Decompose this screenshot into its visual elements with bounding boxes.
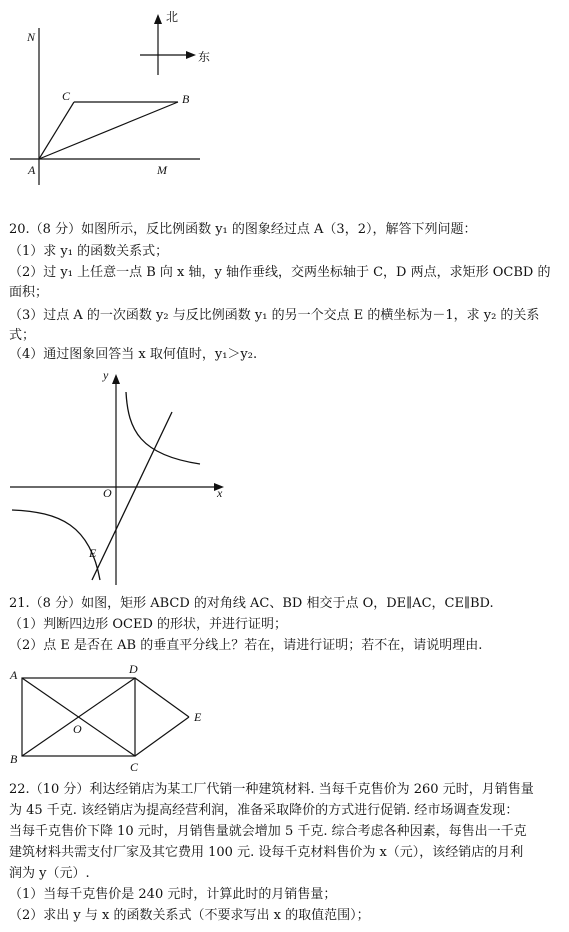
q22-line-5: 润为 y（元）. [9, 866, 90, 881]
q22-part1: （1）当每千克售价是 240 元时，计算此时的月销售量； [9, 887, 337, 902]
graph-label-e: E [89, 546, 97, 560]
q20-part3: （3）过点 A 的一次函数 y₂ 与反比例函数 y₁ 的另一个交点 E 的横坐标为－1，求 y₂ 的关系式； [9, 308, 540, 343]
segment-ce [135, 717, 189, 756]
label-a: A [28, 163, 36, 177]
q22-line-3: 当每千克售价下降 10 元时，月销售量就会增加 5 千克. 综合考虑各种因素，每售出一千克 [9, 824, 527, 839]
compass-east-label: 东 [198, 50, 211, 64]
label-c: C [62, 89, 71, 103]
rect-label-o: O [73, 722, 82, 736]
label-n: N [27, 30, 36, 44]
q20-part2-cont: 面积； [9, 285, 49, 300]
segment-de [135, 678, 189, 717]
q21-part1: （1）判断四边形 OCED 的形状，并进行证明； [9, 617, 288, 632]
q20-part4: （4）通过图象回答当 x 取何值时，y₁＞y₂. [9, 347, 258, 362]
graph-label-o: O [103, 486, 112, 500]
rect-label-d: D [129, 662, 138, 676]
compass-north-label: 北 [166, 10, 179, 24]
q20-header: 20.（8 分）如图所示，反比例函数 y₁ 的图象经过点 A（3，2），解答下列问题： [9, 222, 477, 237]
q22-line-4: 建筑材料共需支付厂家及其它费用 100 元. 设每千克材料售价为 x（元），该经销店的月利 [9, 845, 524, 860]
q22-line-2: 为 45 千克. 该经销店为提高经营利润，准备采取降价的方式进行促销. 经市场调查发现： [9, 803, 519, 818]
graph-label-x: x [217, 486, 223, 500]
label-b: B [182, 92, 190, 106]
rect-label-b: B [10, 752, 18, 766]
q22-line-1: 22.（10 分）利达经销店为某工厂代销一种建筑材料. 当每千克售价为 260 元时，月销售量 [9, 782, 534, 797]
rect-label-c: C [130, 760, 139, 774]
q21-header: 21.（8 分）如图，矩形 ABCD 的对角线 AC、BD 相交于点 O，DE∥AC，CE∥BD. [9, 596, 494, 611]
rect-label-a: A [10, 668, 18, 682]
rect-label-e: E [194, 710, 202, 724]
q21-part2: （2）点 E 是否在 AB 的垂直平分线上？若在，请进行证明；若不在，请说明理由. [9, 638, 483, 653]
label-m: M [157, 163, 167, 177]
q20-part1: （1）求 y₁ 的函数关系式； [9, 244, 169, 259]
graph-label-y: y [103, 368, 109, 382]
q22-part2: （2）求出 y 与 x 的函数关系式（不要求写出 x 的取值范围）； [9, 908, 370, 923]
q20-part2: （2）过 y₁ 上任意一点 B 向 x 轴，y 轴作垂线，交两坐标轴于 C，D 两点，求矩形 OCBD 的 [9, 265, 551, 280]
